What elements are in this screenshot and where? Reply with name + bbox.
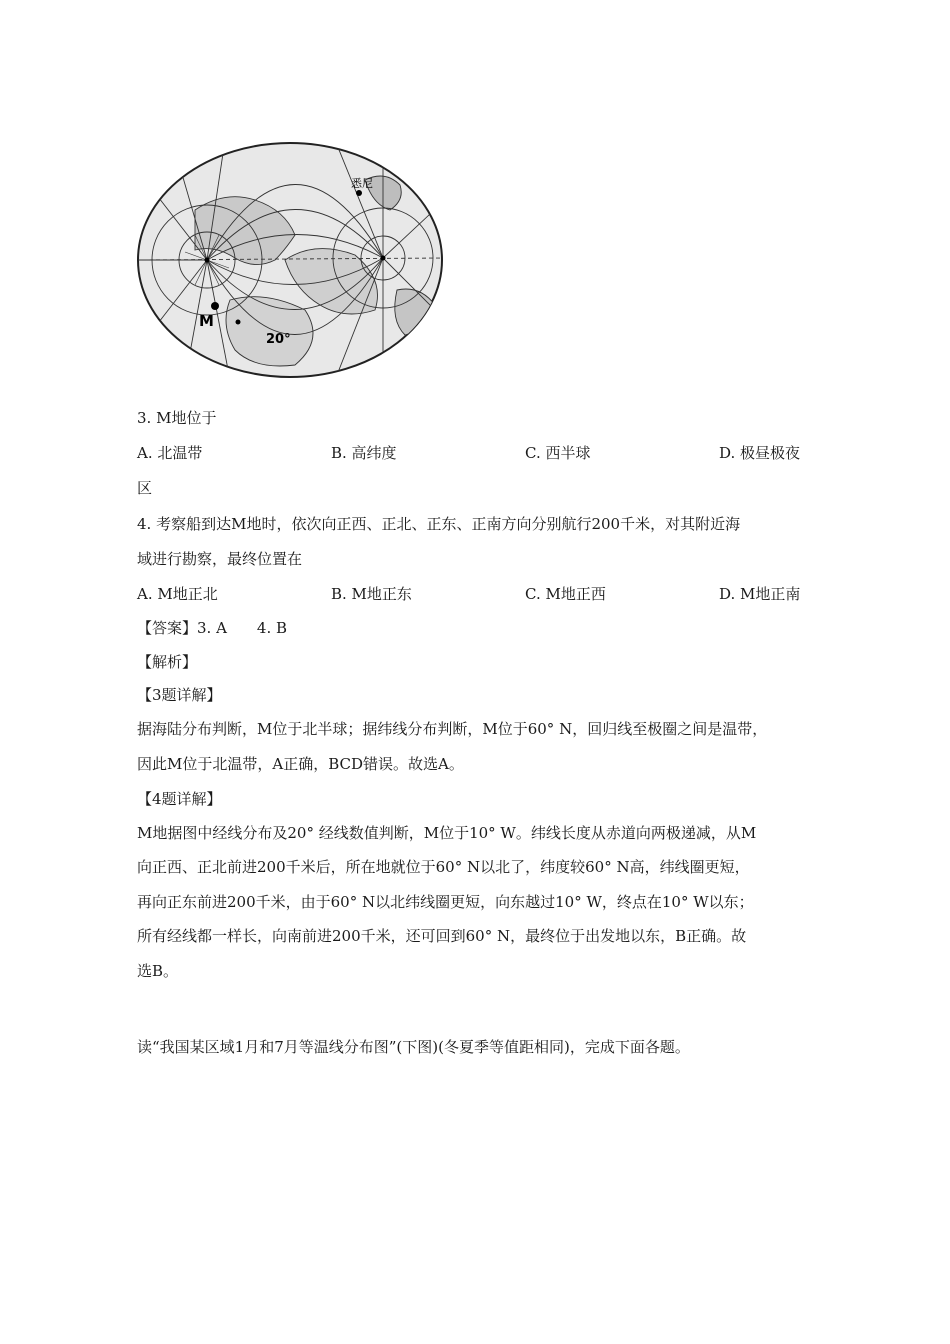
sydney-label: 悉尼 — [351, 177, 373, 190]
answer-line: 【答案】3. A 4. B — [137, 619, 288, 637]
q3-option-b: B. 高纬度 — [331, 444, 397, 462]
detail-3-line: 据海陆分布判断，M位于北半球；据纬线分布判断，M位于60° N，回归线至极圈之间是温带， — [137, 720, 768, 738]
q4-option-c: C. M地正西 — [525, 585, 606, 603]
next-section-intro: 读“我国某区域1月和7月等温线分布图”(下图)(冬夏季等值距相同)，完成下面各题。 — [137, 1038, 690, 1056]
detail-4-title: 【4题详解】 — [137, 790, 222, 808]
degree-20-label: 20° — [266, 332, 291, 347]
q4-option-d: D. M地正南 — [719, 585, 801, 603]
q4-option-a: A. M地正北 — [137, 585, 218, 603]
question-4-stem-line2: 域进行勘察，最终位置在 — [137, 550, 303, 568]
question-3-stem: 3. M地位于 — [137, 409, 217, 427]
q4-option-b: B. M地正东 — [331, 585, 412, 603]
q3-option-a: A. 北温带 — [137, 444, 203, 462]
m-label: M — [199, 312, 214, 330]
q3-option-d: D. 极昼极夜 — [719, 444, 801, 462]
q3-option-c: C. 西半球 — [525, 444, 591, 462]
detail-4-line: 选B。 — [137, 962, 179, 980]
q3-option-d-wrap: 区 — [137, 479, 153, 497]
question-4-stem-line1: 4. 考察船到达M地时，依次向正西、正北、正东、正南方向分别航行200千米，对其附近海 — [137, 515, 741, 533]
world-map-figure — [135, 140, 445, 380]
detail-4-line: 所有经线都一样长，向南前进200千米，还可回到60° N，最终位于出发地以东，B正确。故 — [137, 927, 747, 945]
detail-4-line: 再向正东前进200千米，由于60° N以北纬线圈更短，向东越过10° W，终点在10° W以东； — [137, 893, 754, 911]
detail-4-line: M地据图中经线分布及20° 经线数值判断，M位于10° W。纬线长度从赤道向两极递减，从M — [137, 824, 757, 842]
detail-3-line: 因此M位于北温带，A正确，BCD错误。故选A。 — [137, 755, 464, 773]
analysis-title: 【解析】 — [137, 653, 198, 671]
detail-4-line: 向正西、正北前进200千米后，所在地就位于60° N以北了，纬度较60° N高，纬线圈更短， — [137, 858, 750, 876]
detail-3-title: 【3题详解】 — [137, 686, 222, 704]
